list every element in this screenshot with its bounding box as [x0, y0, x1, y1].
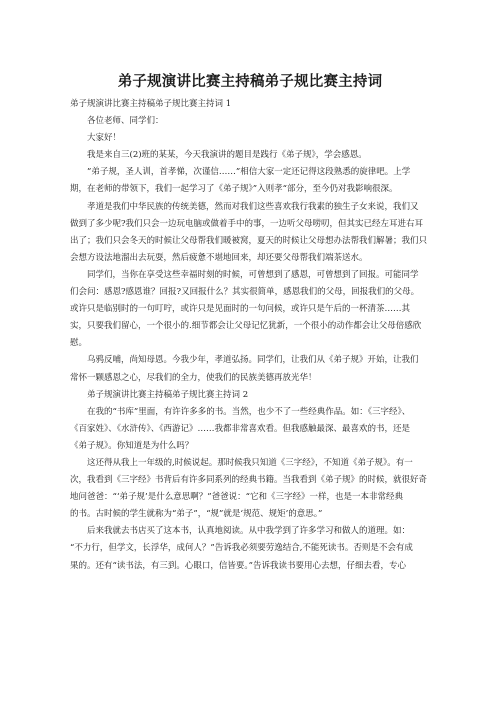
text-line: “不力行，但学文，长浮华，成何人？”告诉我必须要劳逸结合,不能死读书。否则是不会有成 — [70, 543, 413, 554]
text-line: 次，我看到《三字经》书背后有许多同系列的经典书籍。当我看到《弟子规》的时候，就很好奇 — [70, 475, 428, 486]
text-line: 我是来自三(2)班的某某，今天我演讲的题目是践行《弟子规》，学会感恩。 — [87, 150, 367, 161]
text-line: 出了；我们只会冬天的时候让父母帮我们暖被窝，夏天的时候让父母想办法帮我们解暑；我们只 — [70, 235, 428, 246]
text-line: 们会问：感恩?感恩谁？回报?又回报什么？其实很简单，感恩我们的父母，回报我们的父母。 — [70, 287, 420, 298]
text-line: 弟子规演讲比赛主持稿弟子规比赛主持词 2 — [87, 389, 249, 400]
document-body — [70, 96, 432, 575]
text-line: 地问爸爸：“‘弟子规’是什么意思啊？”爸爸说：“它和《三字经》一样，也是一本非常经典 — [70, 492, 403, 503]
text-line: 实，只要我们留心，一个很小的.细节都会让父母记忆犹新，一个很小的动作都会让父母倍感欣 — [70, 321, 422, 332]
text-line: 大家好！ — [87, 133, 122, 144]
text-line: 弟子规演讲比赛主持稿弟子规比赛主持词 1 — [70, 99, 232, 109]
text-line: 这还得从我上一年级的,时候说起。那时候我只知道《三字经》，不知道《弟子规》。有一 — [87, 457, 413, 468]
text-line: 《弟子规》。你知道是为什么吗？ — [70, 440, 194, 451]
text-line: 慰。 — [70, 338, 88, 349]
text-line: 《百家姓》、《水浒传》、《西游记》……我都非常喜欢看。但我感触最深、最喜欢的书，还是 — [70, 423, 411, 434]
text-line: 同学们，当你在享受这些幸福时刻的时候，可曾想到了感恩，可曾想到了回报。可能同学 — [87, 269, 419, 280]
text-line: 做到了多少呢?我们只会一边玩电脑或做着手中的事，一边听父母唠叨，但其实已经左耳进右耳 — [70, 218, 424, 229]
text-line: 在我的“书库”里面，有许许多多的书。当然，也少不了一些经典作品。如：《三字经》、 — [87, 406, 411, 417]
text-line: 后来我就去书店买了这本书，认真地阅读。从中我学到了许多学习和做人的道理。如： — [87, 526, 411, 537]
text-line: ”弟子规，圣人训，首孝悌，次谨信……”相信大家一定还记得这段熟悉的旋律吧。上学 — [87, 167, 411, 178]
text-line: 乌鸦反哺，尚知母恩。今我少年，孝道弘扬。同学们，让我们从《弟子规》开始，让我们 — [87, 355, 419, 366]
text-line: 会想方设法地溜出去玩耍，然后疲惫不堪地回来，却还要父母帮我们端茶送水。 — [70, 252, 368, 263]
text-line: 各位老师、同学们： — [87, 116, 164, 127]
document-title: 弟子规演讲比赛主持稿弟子规比赛主持词 — [117, 74, 383, 90]
text-line: 期，在老师的带领下，我们一起学习了《弟子规》”入则孝“部分，至今仍对我影响很深。 — [70, 184, 398, 195]
text-line: 孝道是我们中华民族的传统美德，然而对我们这些喜欢我行我素的独生子女来说，我们又 — [87, 201, 419, 212]
text-line: 或许只是临别时的一句叮咛，或许只是见面时的一句问候，或许只是午后的一杯清茶……其 — [70, 304, 411, 315]
text-line: 果的。还有“读书法，有三到。心眼口，信皆要。”告诉我读书要用心去想，仔细去看，专心 — [70, 560, 406, 571]
text-line: 常怀一颗感恩之心，尽我们的全力，使我们的民族美德再放光华！ — [70, 372, 317, 383]
text-line: 的书。古时候的学生就称为“弟子”，“规”就是‘规范、规矩’的意思。” — [70, 509, 323, 520]
